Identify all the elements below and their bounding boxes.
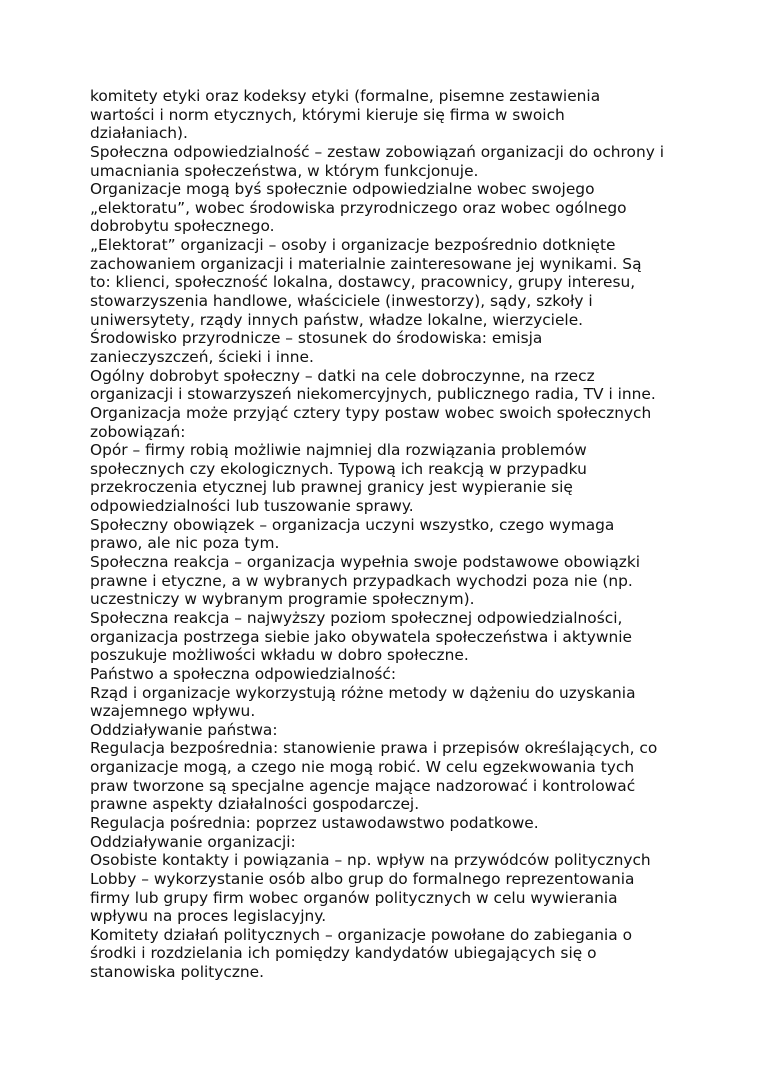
text-line: Społeczna reakcja – najwyższy poziom społecznej odpowiedzialności, — [90, 608, 623, 627]
text-line: wzajemnego wpływu. — [90, 702, 256, 721]
text-line: wpływu na proces legislacyjny. — [90, 907, 327, 926]
text-line: Regulacja bezpośrednia: stanowienie prawa i przepisów określających, co — [90, 739, 658, 758]
text-line: prawne i etyczne, a w wybranych przypadkach wychodzi poza nie (np. — [90, 571, 633, 590]
text-line: dobrobytu społecznego. — [90, 217, 275, 236]
text-line: Lobby – wykorzystanie osób albo grup do formalnego reprezentowania — [90, 869, 635, 888]
text-line: stowarzyszenia handlowe, właściciele (inwestorzy), sądy, szkoły i — [90, 292, 593, 311]
text-line: „Elektorat” organizacji – osoby i organizacje bezpośrednio dotknięte — [90, 236, 616, 255]
text-line: zobowiązań: — [90, 422, 186, 441]
text-line: Społeczna reakcja – organizacja wypełnia swoje podstawowe obowiązki — [90, 553, 641, 572]
text-line: Społeczna odpowiedzialność – zestaw zobowiązań organizacji do ochrony i — [90, 142, 664, 161]
text-line: uniwersytety, rządy innych państw, władze lokalne, wierzyciele. — [90, 310, 584, 329]
text-line: organizacji i stowarzyszeń niekomercyjnych, publicznego radia, TV i inne. — [90, 385, 656, 404]
text-line: przekroczenia etycznej lub prawnej granicy jest wypieranie się — [90, 478, 573, 497]
text-line: społecznych czy ekologicznych. Typową ich reakcją w przypadku — [90, 459, 587, 478]
text-line: Państwo a społeczna odpowiedzialność: — [90, 664, 397, 683]
text-line: Organizacje mogą byś społecznie odpowiedzialne wobec swojego — [90, 180, 595, 199]
text-line: odpowiedzialności lub tuszowanie sprawy. — [90, 497, 414, 516]
text-line: „elektoratu”, wobec środowiska przyrodniczego oraz wobec ogólnego — [90, 198, 627, 217]
text-line: Oddziaływanie organizacji: — [90, 832, 296, 851]
text-line: Organizacja może przyjąć cztery typy postaw wobec swoich społecznych — [90, 403, 652, 422]
text-line: stanowiska polityczne. — [90, 963, 265, 982]
text-line: organizacje mogą, a czego nie mogą robić. W celu egzekwowania tych — [90, 758, 635, 777]
text-line: praw tworzone są specjalne agencje mające nadzorować i kontrolować — [90, 776, 636, 795]
text-line: środki i rozdzielania ich pomiędzy kandydatów ubiegających się o — [90, 944, 597, 963]
text-line: umacniania społeczeństwa, w którym funkcjonuje. — [90, 161, 479, 180]
text-line: Osobiste kontakty i powiązania – np. wpływ na przywódców politycznych — [90, 851, 651, 870]
text-line: organizacja postrzega siebie jako obywatela społeczeństwa i aktywnie — [90, 627, 632, 646]
text-line: Ogólny dobrobyt społeczny – datki na cele dobroczynne, na rzecz — [90, 366, 595, 385]
text-line: zachowaniem organizacji i materialnie zainteresowane jej wynikami. Są — [90, 254, 642, 273]
document-text — [90, 87, 690, 982]
text-line: prawne aspekty działalności gospodarczej. — [90, 795, 420, 814]
text-line: uczestniczy w wybranym programie społecznym). — [90, 590, 475, 609]
text-line: Regulacja pośrednia: poprzez ustawodawstwo podatkowe. — [90, 813, 539, 832]
text-line: Komitety działań politycznych – organizacje powołane do zabiegania o — [90, 925, 633, 944]
text-line: zanieczyszczeń, ścieki i inne. — [90, 347, 314, 366]
text-line: Środowisko przyrodnicze – stosunek do środowiska: emisja — [90, 329, 543, 348]
text-line: Rząd i organizacje wykorzystują różne metody w dążeniu do uzyskania — [90, 683, 636, 702]
text-line: firmy lub grupy firm wobec organów politycznych w celu wywierania — [90, 888, 618, 907]
text-line: poszukuje możliwości wkładu w dobro społeczne. — [90, 646, 469, 665]
text-line: komitety etyki oraz kodeksy etyki (formalne, pisemne zestawienia — [90, 87, 601, 105]
text-line: Opór – firmy robią możliwie najmniej dla rozwiązania problemów — [90, 441, 587, 460]
text-line: działaniach). — [90, 124, 188, 143]
text-line: prawo, ale nic poza tym. — [90, 534, 280, 553]
text-line: Oddziaływanie państwa: — [90, 720, 278, 739]
text-line: wartości i norm etycznych, którymi kieruje się firma w swoich — [90, 105, 565, 124]
text-line: Społeczny obowiązek – organizacja uczyni wszystko, czego wymaga — [90, 515, 615, 534]
text-line: to: klienci, społeczność lokalna, dostawcy, pracownicy, grupy interesu, — [90, 273, 636, 292]
